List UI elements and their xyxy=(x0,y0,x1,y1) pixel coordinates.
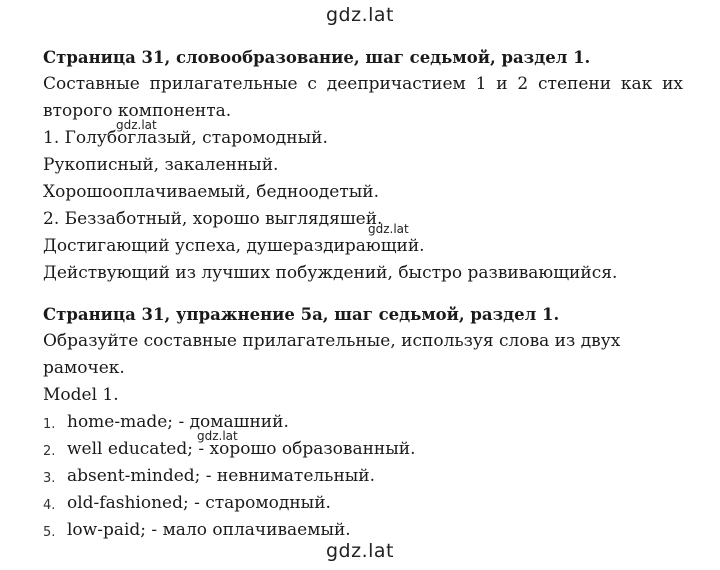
item-text: well educated; - хорошо образованный. xyxy=(67,439,416,459)
list-item xyxy=(43,463,683,490)
section1-line: Достигающий успеха, душераздирающий. xyxy=(43,236,425,256)
item-text: absent-minded; - невнимательный. xyxy=(67,466,376,486)
item-number: 4. xyxy=(43,498,56,513)
section1-line: Рукописный, закаленный. xyxy=(43,155,279,175)
item-text: home-made; - домашний. xyxy=(67,412,289,432)
section2-heading: Страница 31, упражнение 5а, шаг седьмой, раздел 1. xyxy=(43,305,560,324)
item-number: 5. xyxy=(43,525,56,540)
exercise-list xyxy=(43,409,683,544)
section1-line: 2. Беззаботный, хорошо выглядяшей. xyxy=(43,209,383,229)
section1-intro: Составные прилагательные с деепричастием 1 и 2 степени как их второго компонента. xyxy=(43,74,683,121)
watermark-top: gdz.lat xyxy=(325,4,394,26)
section1-line: 1. Голубоглазый, старомодный. xyxy=(43,128,328,148)
item-number: 2. xyxy=(43,444,56,459)
list-item xyxy=(43,436,683,463)
section2-intro: Образуйте составные прилагательные, используя слова из двух рамочек. xyxy=(43,331,621,378)
watermark-inline: gdz.lat xyxy=(368,222,409,236)
section1-line: Хорошооплачиваемый, бедноодетый. xyxy=(43,182,379,202)
watermark-bottom: gdz.lat xyxy=(325,540,394,562)
item-text: old-fashioned; - старомодный. xyxy=(67,493,331,513)
watermark-inline: gdz.lat xyxy=(197,429,238,443)
section1-line: Действующий из лучших побуждений, быстро развивающийся. xyxy=(43,263,618,283)
list-item xyxy=(43,409,683,436)
item-number: 1. xyxy=(43,417,56,432)
list-item xyxy=(43,490,683,517)
item-text: low-paid; - мало оплачиваемый. xyxy=(67,520,351,540)
model-label: Model 1. xyxy=(43,385,119,405)
section1-heading: Страница 31, словообразование, шаг седьмой, раздел 1. xyxy=(43,48,591,67)
watermark-inline: gdz.lat xyxy=(116,118,157,132)
item-number: 3. xyxy=(43,471,56,486)
